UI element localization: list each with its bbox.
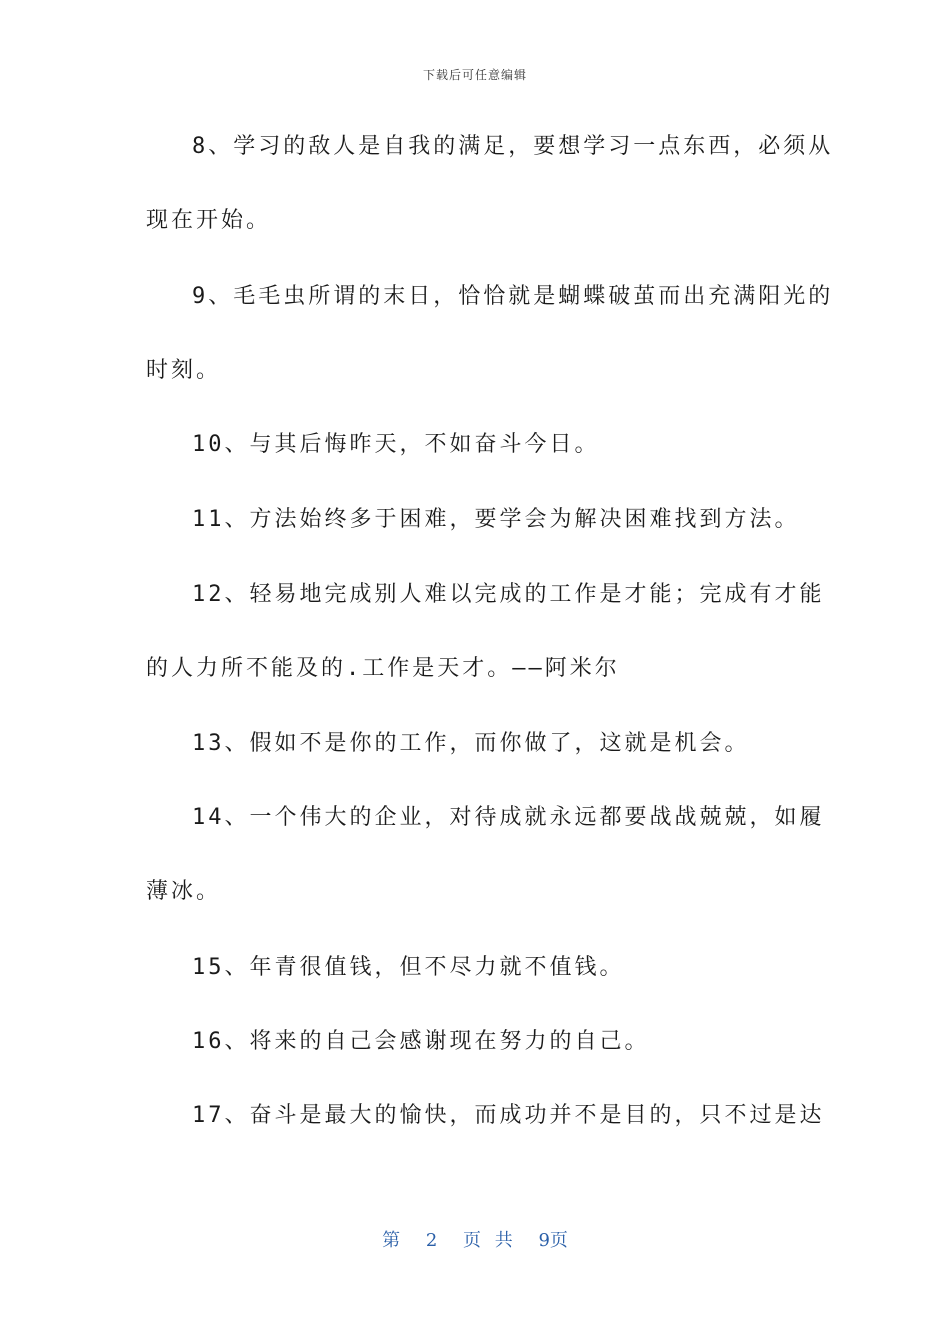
paragraph-line: 17、奋斗是最大的愉快，而成功并不是目的，只不过是达 (192, 1103, 825, 1128)
paragraph-line: 12、轻易地完成别人难以完成的工作是才能；完成有才能 (192, 582, 825, 607)
paragraph-line: 的人力所不能及的.工作是天才。——阿米尔 (146, 656, 620, 681)
total-pages: 9页 (538, 1230, 568, 1251)
paragraph-line: 现在开始。 (146, 208, 272, 233)
page-footer (0, 1226, 950, 1252)
paragraph-line: 8、学习的敌人是自我的满足，要想学习一点东西，必须从 (192, 134, 834, 159)
paragraph-line: 薄冰。 (146, 879, 222, 904)
paragraph-line: 时刻。 (146, 358, 222, 383)
paragraph-line: 14、一个伟大的企业，对待成就永远都要战战兢兢，如履 (192, 805, 825, 830)
paragraph-line: 10、与其后悔昨天，不如奋斗今日。 (192, 432, 600, 457)
page-label-mid: 页 共 (463, 1230, 513, 1251)
paragraph-line: 9、毛毛虫所谓的末日，恰恰就是蝴蝶破茧而出充满阳光的 (192, 284, 834, 309)
paragraph-line: 13、假如不是你的工作，而你做了，这就是机会。 (192, 731, 750, 756)
header-note: 下载后可任意编辑 (422, 68, 527, 82)
current-page-number: 2 (425, 1230, 438, 1251)
page-label-prefix: 第 (382, 1230, 401, 1251)
paragraph-line: 16、将来的自己会感谢现在努力的自己。 (192, 1029, 650, 1054)
paragraph-line: 15、年青很值钱，但不尽力就不值钱。 (192, 955, 625, 980)
paragraph-line: 11、方法始终多于困难，要学会为解决困难找到方法。 (192, 507, 800, 532)
